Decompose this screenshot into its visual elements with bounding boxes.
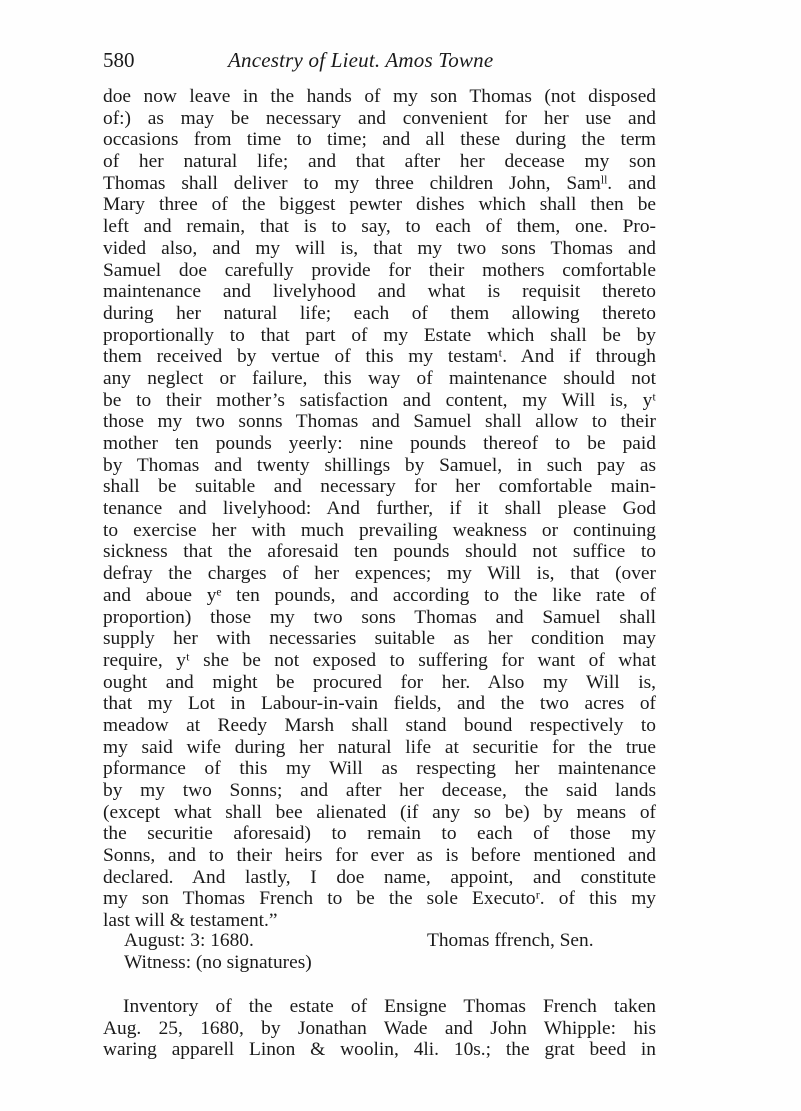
text-line: last will & testament.”: [103, 910, 278, 932]
text-line: Inventory of the estate of Ensigne Thomas French taken: [123, 996, 656, 1017]
text-line: (except what shall bee alienated (if any so be) by means of: [103, 801, 656, 823]
text-line: that my Lot in Labour-in-vain fields, and the two acres of: [103, 693, 656, 715]
inventory-paragraph: [103, 996, 656, 1061]
text-line: my son Thomas French to be the sole Executoʳ. of this my: [103, 888, 656, 910]
text-line: during her natural life; each of them allowing thereto: [103, 302, 656, 324]
text-line: vided also, and my will is, that my two sons Thomas and: [103, 237, 656, 259]
text-line: of:) as may be necessary and convenient for her use and: [103, 107, 656, 129]
text-line: sickness that the aforesaid ten pounds should not suffice to: [103, 541, 656, 563]
page-number: 580: [103, 48, 135, 72]
text-line: any neglect or failure, this way of maintenance should not: [103, 367, 656, 389]
text-line: Mary three of the biggest pewter dishes which shall then be: [103, 194, 656, 216]
text-line: by my two Sonns; and after her decease, the said lands: [103, 780, 656, 801]
text-line: Aug. 25, 1680, by Jonathan Wade and John Whipple: his: [103, 1017, 656, 1039]
witness-row: [124, 952, 664, 974]
signature-row: [124, 930, 664, 952]
text-line: shall be suitable and necessary for her comfortable main-: [103, 476, 656, 498]
signature-block: [124, 930, 664, 973]
text-line: Thomas shall deliver to my three children John, Samˡˡ. and: [103, 172, 656, 194]
text-line: proportion) those my two sons Thomas and Samuel shall: [103, 606, 656, 628]
text-line: by Thomas and twenty shillings by Samuel, in such pay as: [103, 454, 656, 476]
text-line: the securitie aforesaid) to remain to each of those my: [103, 823, 656, 845]
text-line: doe now leave in the hands of my son Thomas (not disposed: [103, 86, 656, 107]
text-line: pformance of this my Will as respecting her maintenance: [103, 758, 656, 780]
text-line: supply her with necessaries suitable as her condition may: [103, 628, 656, 650]
will-text: [103, 86, 656, 932]
witness-line: Witness: (no signatures): [124, 951, 312, 973]
text-line: left and remain, that is to say, to each of them, one. Pro-: [103, 216, 656, 238]
running-head: [103, 47, 663, 73]
text-line: of her natural life; and that after her decease my son: [103, 151, 656, 173]
text-line: be to their mother’s satisfaction and content, my Will is, yᵗ: [103, 389, 656, 411]
text-line: those my two sonns Thomas and Samuel shall allow to their: [103, 411, 656, 433]
text-line: Sonns, and to their heirs for ever as is before mentioned and: [103, 845, 656, 867]
text-line: my said wife during her natural life at securitie for the true: [103, 736, 656, 758]
text-line: to exercise her with much prevailing weakness or continuing: [103, 519, 656, 541]
text-line: them received by vertue of this my testamᵗ. And if through: [103, 346, 656, 368]
will-date: August: 3: 1680.: [124, 930, 254, 951]
text-line: mother ten pounds yeerly: nine pounds thereof to be paid: [103, 433, 656, 454]
testator-name: Thomas ffrench, Sen.: [427, 930, 594, 951]
text-line: meadow at Reedy Marsh shall stand bound respectively to: [103, 714, 656, 736]
text-line: waring apparell Linon & woolin, 4li. 10s.; the grat beed in: [103, 1039, 656, 1061]
text-line: proportionally to that part of my Estate which shall be by: [103, 324, 656, 346]
text-line: occasions from time to time; and all these during the term: [103, 129, 656, 151]
text-line: and aboue yᵉ ten pounds, and according to the like rate of: [103, 584, 656, 606]
text-line: maintenance and livelyhood and what is requisit thereto: [103, 281, 656, 303]
text-line: Samuel doe carefully provide for their mothers comfortable: [103, 259, 656, 281]
text-line: defray the charges of her expences; my Will is, that (over: [103, 563, 656, 585]
running-title: Ancestry of Lieut. Amos Towne: [228, 48, 494, 72]
text-line: ought and might be procured for her. Also my Will is,: [103, 671, 656, 693]
text-line: tenance and livelyhood: And further, if it shall please God: [103, 498, 656, 520]
text-line: require, yᵗ she be not exposed to suffering for want of what: [103, 649, 656, 671]
text-line: declared. And lastly, I doe name, appoint, and constitute: [103, 866, 656, 888]
